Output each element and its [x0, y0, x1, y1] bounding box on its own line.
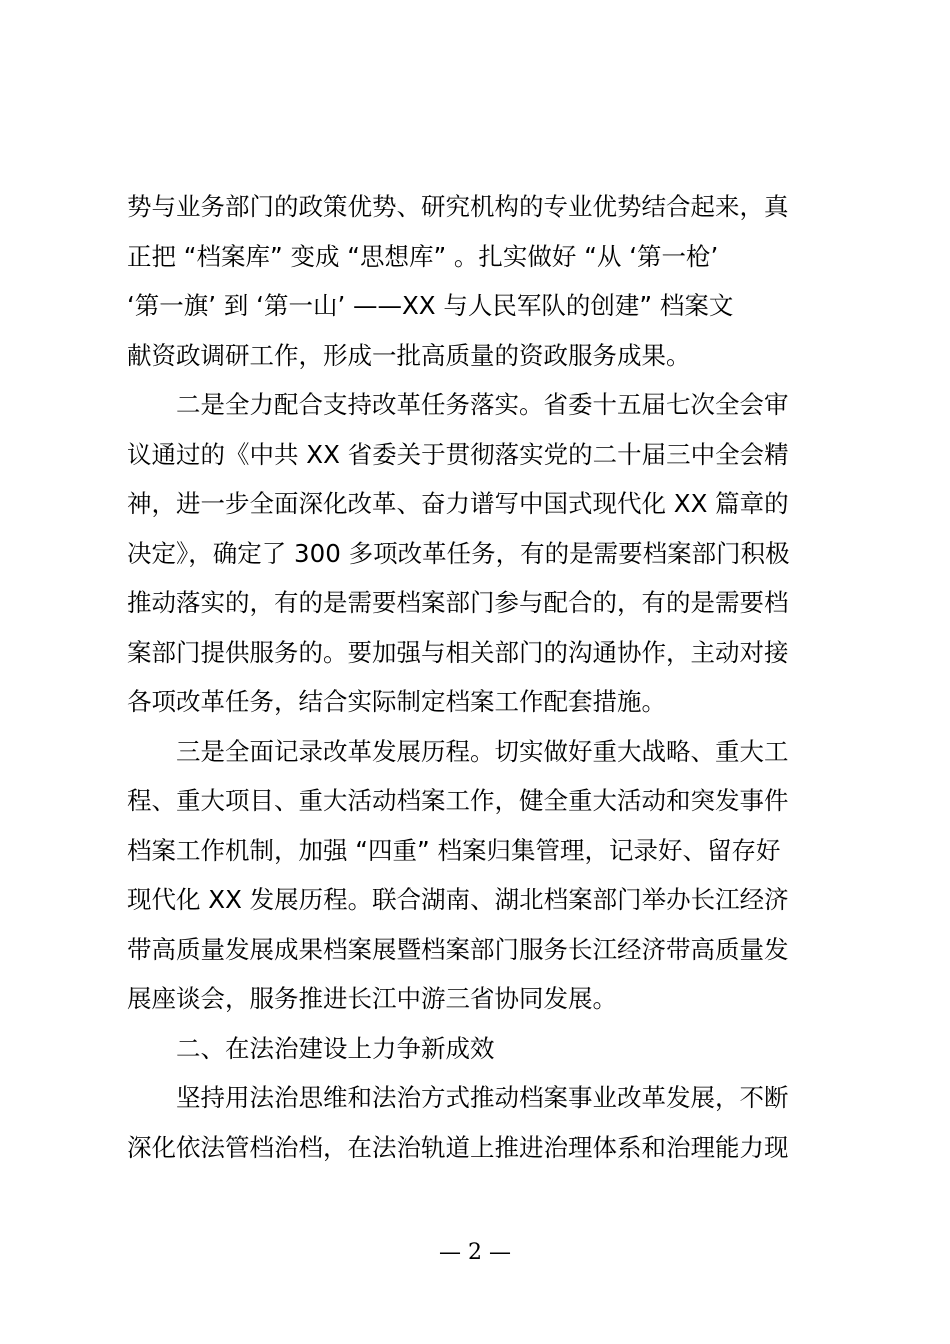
text-line: ‘第一旗’ 到 ‘第一山’ ——XX 与人民军队的创建” 档案文: [127, 291, 734, 320]
page-number: — 2 —: [439, 1240, 511, 1265]
text-line: 正把 “档案库” 变成 “思想库” 。扎实做好 “从 ‘第一枪’: [127, 241, 719, 271]
paragraph-first-line: 三是全面记录改革发展历程。切实做好重大战略、重大工: [176, 736, 789, 766]
text-line: 案部门提供服务的。要加强与相关部门的沟通协作，主动对接: [127, 637, 789, 667]
document-body: [127, 182, 833, 1172]
text-line: 各项改革任务，结合实际制定档案工作配套措施。: [127, 687, 666, 716]
text-line: 档案工作机制，加强 “四重” 档案归集管理，记录好、留存好: [127, 835, 781, 865]
text-line: 带高质量发展成果档案展暨档案部门服务长江经济带高质量发: [127, 934, 789, 964]
text-line: 程、重大项目、重大活动档案工作，健全重大活动和突发事件: [127, 786, 789, 815]
text-line: 神，进一步全面深化改革、奋力谱写中国式现代化 XX 篇章的: [127, 489, 789, 518]
text-line: 深化依法管档治档，在法治轨道上推进治理体系和治理能力现: [127, 1132, 789, 1162]
text-line: 展座谈会，服务推进长江中游三省协同发展。: [127, 984, 617, 1013]
paragraph-first-line: 坚持用法治思维和法治方式推动档案事业改革发展，不断: [176, 1083, 789, 1112]
paragraph-first-line: 二是全力配合支持改革任务落实。省委十五届七次全会审: [176, 390, 789, 419]
text-line: 议通过的《中共 XX 省委关于贯彻落实党的二十届三中全会精: [127, 439, 789, 469]
text-line: 决定》，确定了 300 多项改革任务，有的是需要档案部门积极: [127, 538, 790, 568]
text-line: 推动落实的，有的是需要档案部门参与配合的，有的是需要档: [127, 588, 789, 617]
section-heading: 二、在法治建设上力争新成效: [176, 1033, 495, 1063]
text-line: 现代化 XX 发展历程。联合湖南、湖北档案部门举办长江经济: [127, 885, 789, 914]
text-line: 献资政调研工作，形成一批高质量的资政服务成果。: [127, 340, 691, 370]
text-line: 势与业务部门的政策优势、研究机构的专业优势结合起来，真: [127, 192, 789, 221]
